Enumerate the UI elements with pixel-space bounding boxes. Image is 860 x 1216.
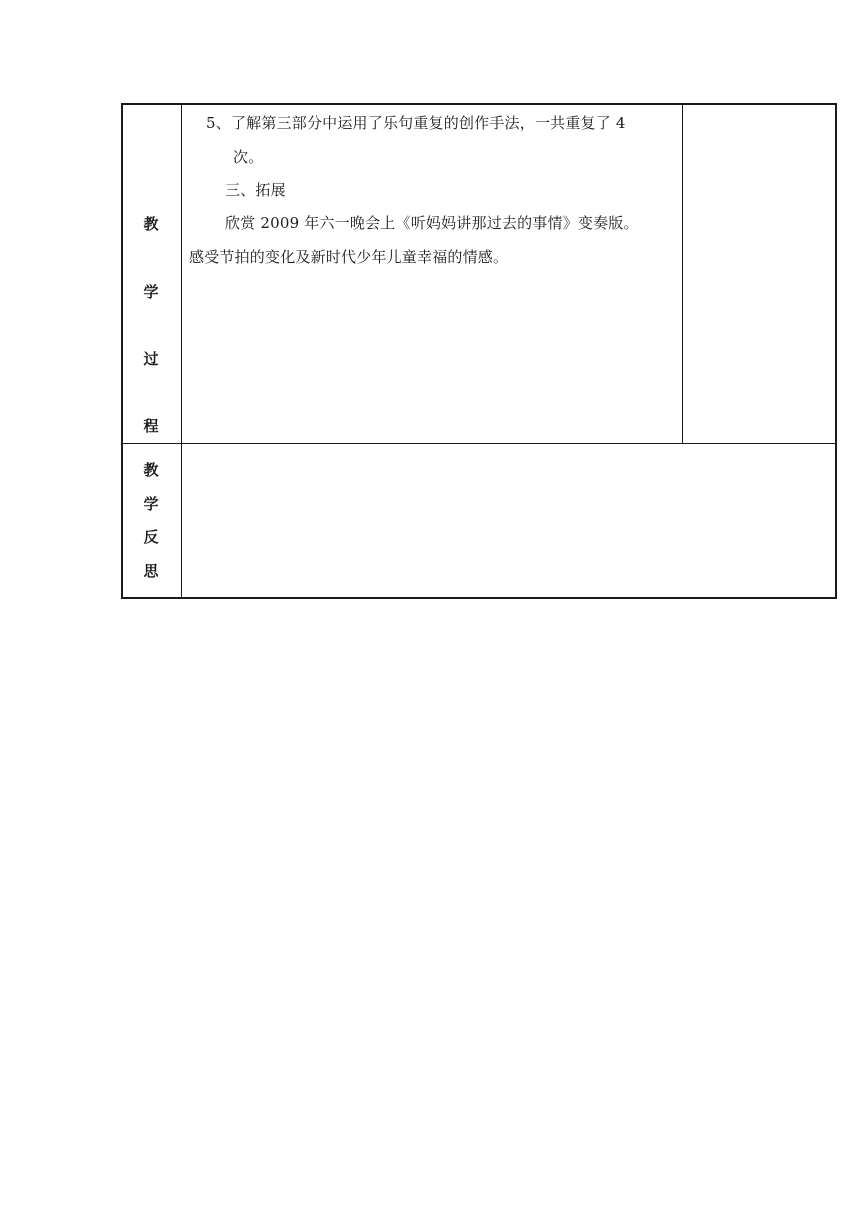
reflection-label-char: 教: [143, 461, 159, 479]
process-label-char: 教: [143, 215, 159, 233]
row-divider: [121, 443, 837, 444]
content-line: 5、了解第三部分中运用了乐句重复的创作手法，一共重复了 4: [206, 114, 626, 132]
process-label-char: 程: [143, 417, 159, 435]
section-heading: 三、拓展: [225, 181, 286, 199]
reflection-label-char: 反: [143, 528, 159, 546]
content-line: 感受节拍的变化及新时代少年儿童幸福的情感。: [189, 248, 509, 266]
label-column-divider: [181, 103, 182, 599]
reflection-content: [183, 445, 835, 597]
process-label-char: 学: [143, 283, 159, 301]
content-line: 欣赏 2009 年六一晚会上《听妈妈讲那过去的事情》变奏版。: [225, 214, 639, 232]
reflection-label-char: 思: [143, 562, 159, 580]
content-line: 次。: [233, 148, 264, 166]
process-label-char: 过: [143, 350, 159, 368]
notes-cell: [683, 105, 835, 443]
reflection-label-char: 学: [143, 495, 159, 513]
